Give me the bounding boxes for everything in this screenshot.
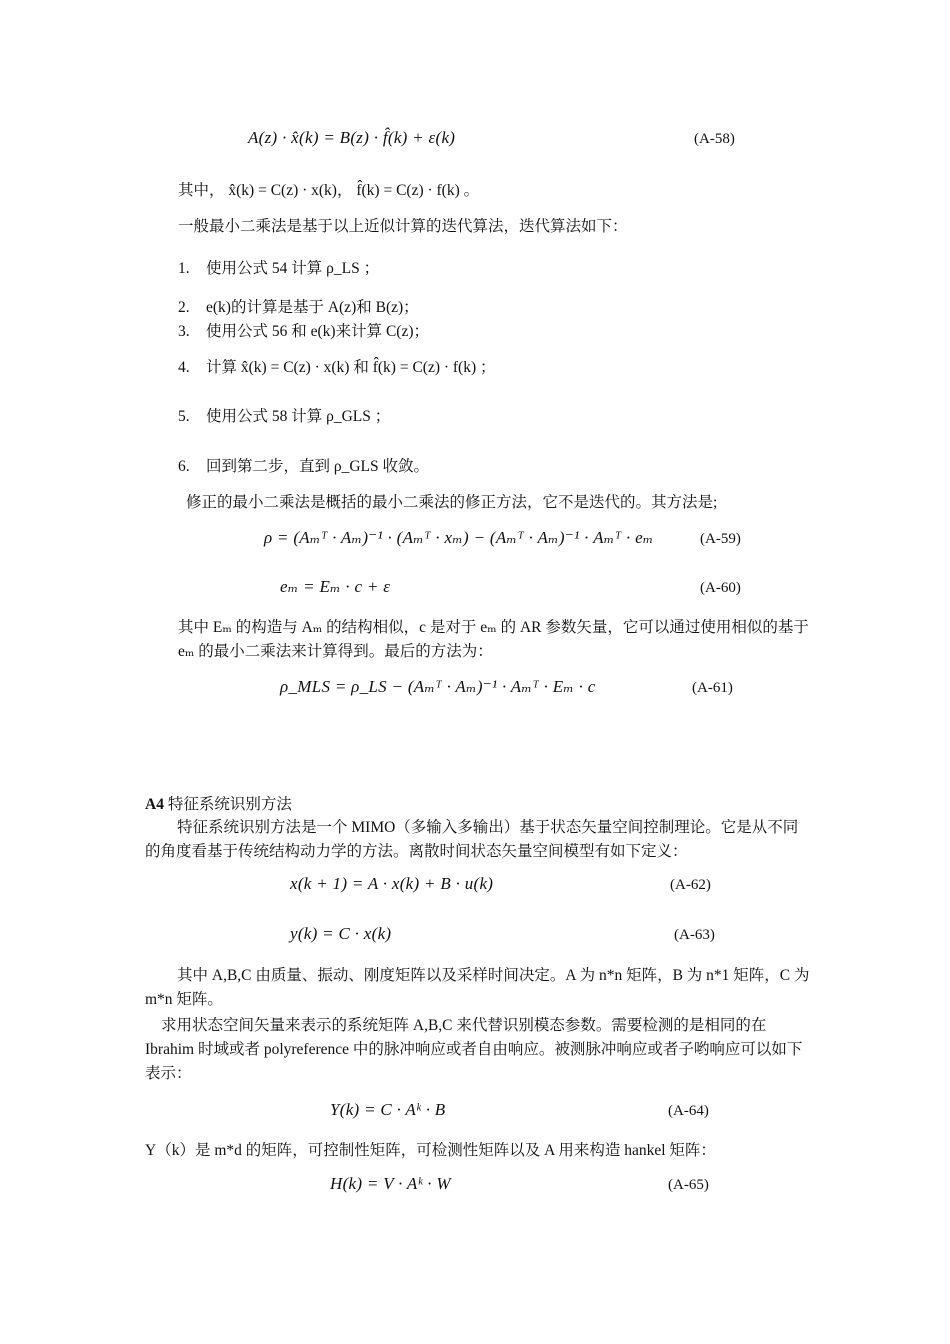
equation-a61: ρ_MLS = ρ_LS − (Aₘᵀ · Aₘ)⁻¹ · Aₘᵀ · Eₘ · c xyxy=(280,677,596,696)
era-paragraph-4: Y（k）是 m*d 的矩阵，可控制性矩阵，可检测性矩阵以及 A 用来构造 hankel 矩阵： xyxy=(145,1142,716,1159)
equation-number-a65: (A-65) xyxy=(668,1177,709,1193)
section-label: A4 xyxy=(145,796,164,813)
equation-a63: y(k) = C · x(k) xyxy=(290,924,392,943)
equation-number-a60: (A-60) xyxy=(700,580,741,596)
era-paragraph-2: 其中 A,B,C 由质量、振动、刚度矩阵以及采样时间决定。A 为 n*n 矩阵，B 为 n*1 矩阵，C 为 m*n 矩阵。 xyxy=(145,967,810,1008)
step-2: 2. e(k)的计算是基于 A(z)和 B(z)； xyxy=(178,299,419,316)
equation-number-a64: (A-64) xyxy=(668,1103,709,1119)
step-6: 6. 回到第二步，直到 ρ_GLS 收敛。 xyxy=(178,458,430,475)
where-clause-1: 其中， x̂(k) = C(z) · x(k)， f̂(k) = C(z) · f(k) 。 xyxy=(178,182,480,199)
equation-number-a61: (A-61) xyxy=(692,680,733,696)
step-4: 4. 计算 x̂(k) = C(z) · x(k) 和 f̂(k) = C(z) · f(k) ； xyxy=(178,359,496,376)
step-3: 3. 使用公式 56 和 e(k)来计算 C(z)； xyxy=(178,323,429,340)
section-title: 特征系统识别方法 xyxy=(167,796,292,813)
equation-a62: x(k + 1) = A · x(k) + B · u(k) xyxy=(290,874,494,893)
section-heading-a4 xyxy=(145,792,292,814)
era-paragraph-1: 特征系统识别方法是一个 MIMO（多输入多输出）基于状态矢量空间控制理论。它是从不同的角度看基于传统结构动力学的方法。离散时间状态矢量空间模型有如下定义： xyxy=(145,819,799,860)
mls-intro: 修正的最小二乘法是概括的最小二乘法的修正方法，它不是迭代的。其方法是; xyxy=(186,494,718,511)
step-5: 5. 使用公式 58 计算 ρ_GLS ； xyxy=(178,408,391,425)
gls-intro: 一般最小二乘法是基于以上近似计算的迭代算法，迭代算法如下： xyxy=(178,218,628,235)
equation-number-a63: (A-63) xyxy=(674,927,715,943)
era-paragraph-3: 求用状态空间矢量来表示的系统矩阵 A,B,C 来代替识别模态参数。需要检测的是相同的在 Ibrahim 时域或者 polyreference 中的脉冲响应或者自由响应。被测脉冲响应或者子哟响应可以如下表示： xyxy=(145,1017,803,1082)
equation-a59: ρ = (Aₘᵀ · Aₘ)⁻¹ · (Aₘᵀ · xₘ) − (Aₘᵀ · Aₘ)⁻¹ · Aₘᵀ · eₘ xyxy=(264,528,654,547)
equation-number-a59: (A-59) xyxy=(700,531,741,547)
where-clause-2: 其中 Eₘ 的构造与 Aₘ 的结构相似，c 是对于 eₘ 的 AR 参数矢量，它可以通过使用相似的基于 eₘ 的最小二乘法来计算得到。最后的方法为： xyxy=(178,619,809,660)
equation-a64: Y(k) = C · Aᵏ · B xyxy=(330,1100,446,1119)
equation-number-a58: (A-58) xyxy=(694,131,735,147)
step-1: 1. 使用公式 54 计算 ρ_LS ； xyxy=(178,260,380,277)
equation-a65: H(k) = V · Aᵏ · W xyxy=(330,1174,451,1193)
equation-a60: eₘ = Eₘ · c + ε xyxy=(280,577,391,596)
equation-number-a62: (A-62) xyxy=(670,877,711,893)
equation-a58: A(z) · x̂(k) = B(z) · f̂(k) + ε(k) xyxy=(248,128,456,147)
